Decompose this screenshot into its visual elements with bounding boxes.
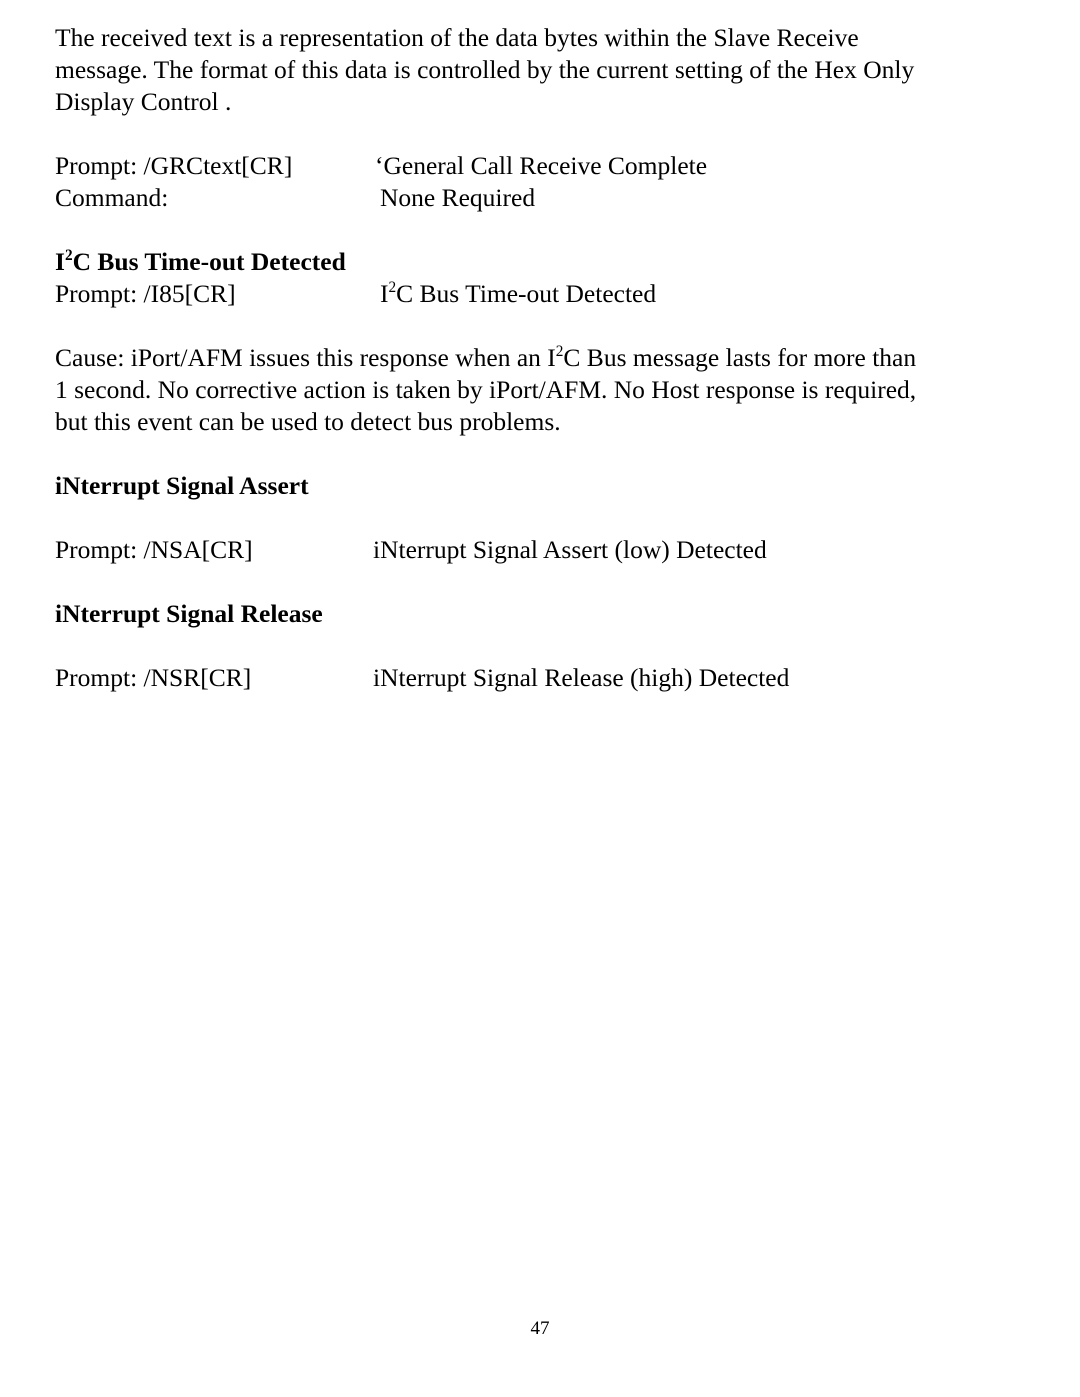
assert-heading: iNterrupt Signal Assert bbox=[55, 471, 309, 500]
grc-command-row bbox=[55, 182, 1015, 214]
timeout-prompt-row bbox=[55, 278, 1015, 310]
cause-line-1-pre: Cause: iPort/AFM issues this response when an I bbox=[55, 343, 556, 372]
grc-prompt-value: ‘General Call Receive Complete bbox=[375, 151, 708, 180]
cause-line-1-post: C Bus message lasts for more than bbox=[563, 343, 917, 372]
assert-prompt-value: iNterrupt Signal Assert (low) Detected bbox=[373, 535, 767, 564]
release-heading: iNterrupt Signal Release bbox=[55, 599, 323, 628]
release-prompt-label: Prompt: /NSR[CR] bbox=[55, 663, 252, 692]
cause-line-1 bbox=[55, 343, 916, 372]
intro-line-3: Display Control . bbox=[55, 87, 232, 116]
timeout-prompt-label: Prompt: /I85[CR] bbox=[55, 279, 236, 308]
timeout-heading-pre: I bbox=[55, 247, 65, 276]
timeout-prompt-value bbox=[380, 278, 656, 310]
grc-prompt-row bbox=[55, 150, 1015, 182]
intro-line-1: The received text is a representation of the data bytes within the Slave Receive bbox=[55, 23, 859, 52]
intro-paragraph bbox=[55, 22, 1015, 118]
timeout-heading-post: C Bus Time-out Detected bbox=[72, 247, 346, 276]
timeout-cause-paragraph bbox=[55, 342, 1015, 438]
document-page bbox=[55, 22, 1015, 694]
grc-prompt-label: Prompt: /GRCtext[CR] bbox=[55, 151, 293, 180]
page-number: 47 bbox=[530, 1318, 550, 1339]
grc-command-value: None Required bbox=[380, 183, 536, 212]
cause-line-2: 1 second. No corrective action is taken by iPort/AFM. No Host response is required, bbox=[55, 375, 917, 404]
release-prompt-value: iNterrupt Signal Release (high) Detected bbox=[373, 663, 790, 692]
timeout-value-pre: I bbox=[380, 279, 389, 308]
timeout-value-post: C Bus Time-out Detected bbox=[396, 279, 657, 308]
assert-prompt-row bbox=[55, 534, 1015, 566]
grc-command-label: Command: bbox=[55, 183, 169, 212]
timeout-heading bbox=[55, 246, 1015, 278]
cause-line-3: but this event can be used to detect bus problems. bbox=[55, 407, 561, 436]
intro-line-2: message. The format of this data is controlled by the current setting of the Hex Only bbox=[55, 55, 915, 84]
release-prompt-row bbox=[55, 662, 1015, 694]
timeout-value-sup: 2 bbox=[388, 278, 397, 296]
timeout-heading-sup: 2 bbox=[64, 246, 73, 264]
assert-prompt-label: Prompt: /NSA[CR] bbox=[55, 535, 253, 564]
cause-line-1-sup: 2 bbox=[555, 342, 564, 360]
